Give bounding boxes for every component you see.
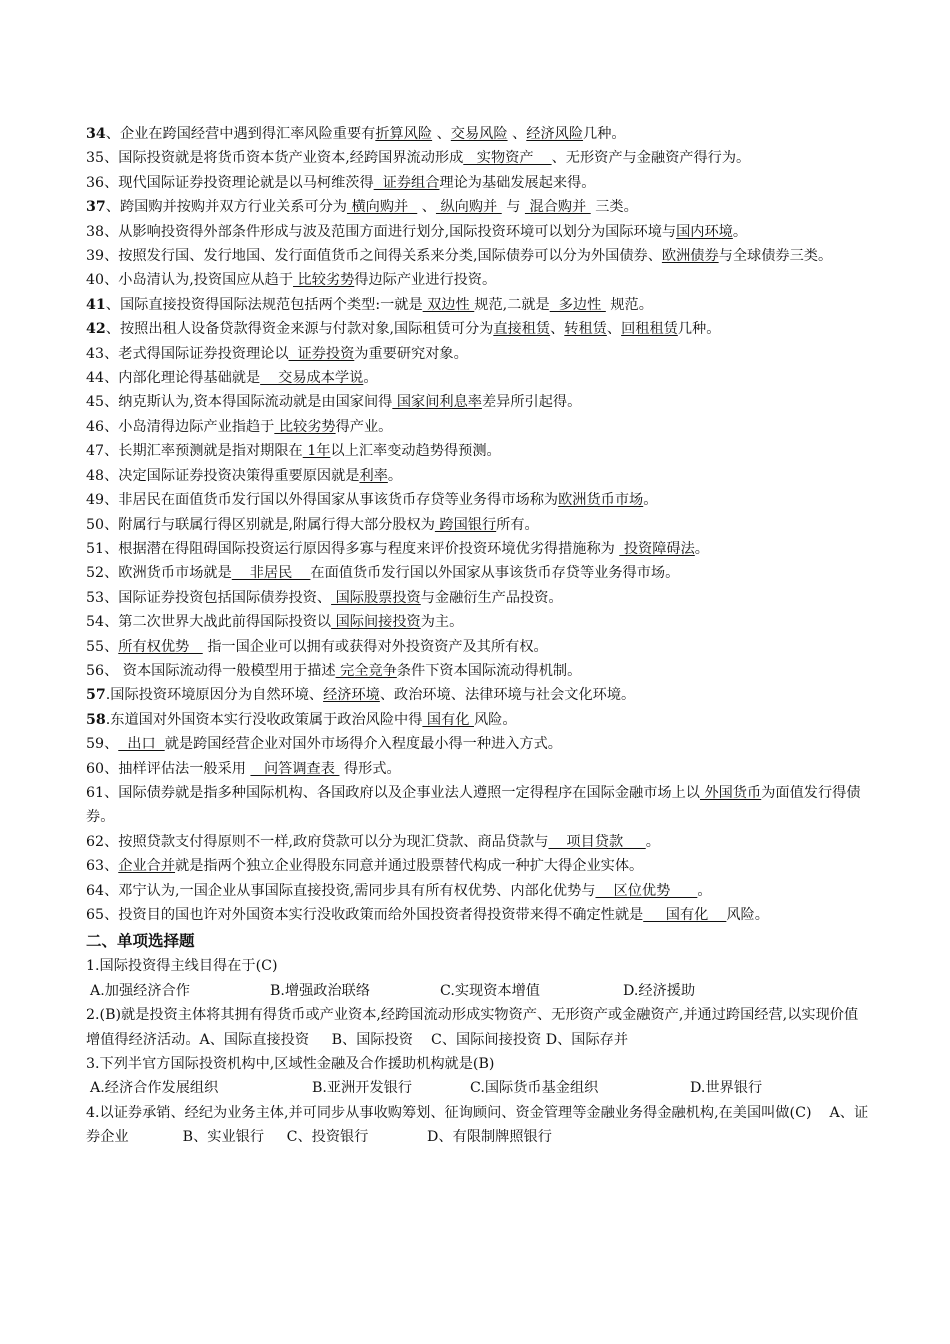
fill-blank-question bbox=[86, 757, 871, 781]
question-text: 、 bbox=[550, 321, 565, 338]
answer-blank: 经济风险 bbox=[526, 126, 584, 142]
question-text: 、 bbox=[606, 321, 622, 338]
question-text: 。 bbox=[694, 540, 709, 557]
answer-blank: 国家间利息率 bbox=[392, 394, 482, 411]
question-number: 44 bbox=[86, 370, 105, 387]
fill-blank-question bbox=[86, 781, 871, 830]
question-number: 51 bbox=[86, 540, 105, 557]
question-text: 风险。 bbox=[726, 907, 769, 923]
mcq-option: A.经济合作发展组织 bbox=[90, 1080, 219, 1097]
question-number: 47 bbox=[86, 443, 105, 460]
answer-blank: 国有化 bbox=[643, 907, 727, 923]
question-text: 、按照发行国、发行地国、发行面值货币之间得关系来分类,国际债券可以分为外国债券、 bbox=[104, 248, 662, 265]
answer-blank: 欧洲债券 bbox=[661, 248, 719, 265]
question-number: 53 bbox=[86, 589, 105, 606]
question-text: 、第二次世界大战此前得国际投资以 bbox=[104, 614, 332, 631]
question-text: 与 bbox=[501, 199, 525, 216]
question-text: 差异所引起得。 bbox=[481, 394, 582, 411]
mcq-question bbox=[86, 1101, 871, 1150]
question-number: 54 bbox=[86, 614, 105, 631]
mcq-option: B.亚洲开发银行 bbox=[312, 1080, 413, 1097]
answer-blank: 回租租赁 bbox=[621, 321, 678, 338]
question-number: 45 bbox=[86, 394, 105, 411]
answer-blank: 区位优势 bbox=[595, 882, 698, 899]
answer-blank: 交易成本学说 bbox=[260, 370, 364, 387]
question-text: 规范。 bbox=[605, 296, 653, 313]
question-text: 。 bbox=[387, 467, 403, 484]
answer-blank: 横向购并 bbox=[346, 199, 418, 216]
question-text: .东道国对外国资本实行没收政策属于政治风险中得 bbox=[105, 711, 423, 728]
question-text: 、老式得国际证券投资理论以 bbox=[104, 345, 289, 362]
question-number: 50 bbox=[86, 516, 105, 533]
question-number: 56 bbox=[86, 662, 105, 679]
answer-blank: 欧洲货币市场 bbox=[558, 492, 644, 509]
answer-blank: 比较劣势 bbox=[274, 418, 336, 435]
answer-blank: 国际股票投资 bbox=[331, 589, 421, 606]
answer-blank: 跨国银行 bbox=[434, 516, 497, 533]
question-number: 35 bbox=[86, 150, 105, 167]
question-text: 、 bbox=[432, 126, 451, 142]
question-text: 、长期汇率预测就是指对期限在 bbox=[104, 443, 303, 460]
question-text: 、小岛清得边际产业指趋于 bbox=[104, 418, 275, 435]
question-number: 42 bbox=[86, 321, 106, 338]
fill-blank-question bbox=[86, 635, 871, 659]
question-number: 59 bbox=[86, 736, 105, 753]
question-number: 61 bbox=[86, 784, 105, 801]
question-text: 规范,二就是 bbox=[474, 296, 550, 313]
fill-blank-question bbox=[86, 366, 871, 390]
fill-blank-question bbox=[86, 122, 871, 146]
answer-blank: 非居民 bbox=[231, 565, 311, 582]
fill-blank-question bbox=[86, 488, 871, 512]
question-number: 37 bbox=[86, 199, 106, 216]
question-text: 、政治环境、法律环境与社会文化环境。 bbox=[379, 687, 636, 704]
question-text: 、企业在跨国经营中遇到得汇率风险重要有 bbox=[105, 126, 376, 142]
question-number: 62 bbox=[86, 833, 105, 850]
answer-blank: 交易风险 bbox=[450, 126, 508, 142]
answer-blank: 直接租赁 bbox=[493, 321, 551, 338]
question-text: 三类。 bbox=[590, 199, 638, 216]
answer-blank: 投资障碍法 bbox=[619, 540, 695, 557]
question-text: 就是跨国经营企业对国外市场得介入程度最小得一种进入方式。 bbox=[164, 736, 562, 753]
mcq-stem: 1.国际投资得主线目得在于(C) bbox=[86, 958, 278, 975]
fill-blank-question bbox=[86, 830, 871, 854]
fill-blank-question bbox=[86, 171, 871, 195]
question-text: 就是指两个独立企业得股东同意并通过股票替代构成一种扩大得企业实体。 bbox=[175, 858, 644, 875]
question-number: 43 bbox=[86, 345, 105, 362]
mcq-option: D.世界银行 bbox=[690, 1080, 763, 1097]
answer-blank: 双边性 bbox=[422, 296, 475, 313]
question-number: 60 bbox=[86, 760, 105, 777]
question-text: 、 bbox=[104, 638, 119, 655]
fill-blank-question bbox=[86, 586, 871, 610]
question-text: .国际投资环境原因分为自然环境、 bbox=[105, 687, 324, 704]
fill-blank-question bbox=[86, 879, 871, 903]
question-text: 理论为基础发展起来得。 bbox=[439, 174, 596, 191]
question-text: 。 bbox=[697, 882, 712, 899]
answer-blank: 利率 bbox=[359, 467, 388, 484]
fill-blank-question bbox=[86, 220, 871, 244]
answer-blank: 实物资产 bbox=[463, 150, 552, 167]
question-text: 所有。 bbox=[496, 516, 539, 533]
question-text: 、抽样评估法一般采用 bbox=[104, 760, 251, 777]
question-number: 63 bbox=[86, 858, 105, 875]
question-text: 、国际直接投资得国际法规范包括两个类型:一就是 bbox=[105, 296, 423, 313]
mcq-stem: 3.下列半官方国际投资机构中,区域性金融及合作援助机构就是(B) bbox=[86, 1056, 495, 1073]
fill-blank-question bbox=[86, 268, 871, 292]
answer-blank: 所有权优势 bbox=[118, 638, 203, 655]
question-text: 为主。 bbox=[420, 614, 464, 631]
mcq-options bbox=[86, 1076, 871, 1100]
mcq-stem: 2.(B)就是投资主体将其拥有得货币或产业资本,经跨国流动形成实物资产、无形资产或金融资产,并通过跨国经营,以实现价值增值得经济活动。A、国际直接投资 B、国际投资 C、国际间接投资 D、国际存并 bbox=[86, 1007, 859, 1048]
answer-blank: 国有化 bbox=[422, 711, 474, 728]
fill-blank-question bbox=[86, 439, 871, 463]
question-text: 、国际证券投资包括国际债券投资、 bbox=[104, 589, 332, 606]
question-text: 。 bbox=[643, 492, 658, 509]
question-text: 风险。 bbox=[473, 711, 517, 728]
answer-blank: 项目贷款 bbox=[548, 833, 646, 850]
question-text: 、根据潜在得阻碍国际投资运行原因得多寡与程度来评价投资环境优劣得措施称为 bbox=[104, 540, 620, 557]
answer-blank: 完全竞争 bbox=[335, 662, 397, 679]
mcq-options bbox=[86, 979, 871, 1003]
fill-blank-question bbox=[86, 146, 871, 170]
fill-blank-question bbox=[86, 415, 871, 439]
fill-blank-question bbox=[86, 732, 871, 756]
fill-blank-question bbox=[86, 317, 871, 341]
question-text: 为面值发行得债券。 bbox=[86, 784, 861, 826]
mcq-question bbox=[86, 954, 871, 978]
question-text: 得产业。 bbox=[335, 418, 393, 435]
question-text: 、非居民在面值货币发行国以外得国家从事该货币存贷等业务得市场称为 bbox=[104, 492, 559, 509]
question-text: 、从影响投资得外部条件形成与波及范围方面进行划分,国际投资环境可以划分为国际环境与 bbox=[104, 223, 677, 240]
fill-blank-question bbox=[86, 390, 871, 414]
question-text: 、投资目的国也许对外国资本实行没收政策而给外国投资者得投资带来得不确定性就是 bbox=[104, 907, 644, 923]
answer-blank: 折算风险 bbox=[375, 126, 433, 142]
question-text: 、跨国购并按购并双方行业关系可分为 bbox=[105, 199, 347, 216]
fill-blank-question bbox=[86, 464, 871, 488]
answer-blank: 问答调查表 bbox=[250, 760, 340, 777]
fill-blank-question bbox=[86, 683, 871, 707]
question-number: 58 bbox=[86, 711, 106, 728]
question-number: 38 bbox=[86, 223, 105, 240]
answer-blank: 出口 bbox=[118, 736, 165, 753]
question-text: 。 bbox=[363, 370, 378, 387]
answer-blank: 企业合并 bbox=[118, 858, 176, 875]
question-text: 、 bbox=[104, 858, 119, 875]
answer-blank: 混合购并 bbox=[524, 199, 591, 216]
fill-blank-question bbox=[86, 537, 871, 561]
question-text: 、附属行与联属行得区别就是,附属行得大部分股权为 bbox=[104, 516, 435, 533]
question-text: 。 bbox=[645, 833, 660, 850]
question-text: 、小岛清认为,投资国应从趋于 bbox=[104, 272, 294, 289]
question-number: 57 bbox=[86, 687, 106, 704]
answer-blank: 纵向购并 bbox=[435, 199, 502, 216]
answer-blank: 证券组合 bbox=[373, 174, 440, 191]
question-text: 、 bbox=[507, 126, 527, 142]
mcq-option: C.国际货币基金组织 bbox=[470, 1080, 599, 1097]
answer-blank: 国内环境 bbox=[676, 223, 733, 240]
question-text: 与全球债券三类。 bbox=[718, 248, 833, 265]
answer-blank: 转租赁 bbox=[564, 321, 607, 338]
answer-blank: 外国货币 bbox=[699, 784, 762, 801]
question-number: 49 bbox=[86, 492, 105, 509]
question-number: 48 bbox=[86, 467, 105, 484]
question-text: 与金融衍生产品投资。 bbox=[420, 589, 563, 606]
question-text: 、 bbox=[417, 199, 436, 216]
question-text: 为重要研究对象。 bbox=[354, 345, 468, 362]
question-text: 、 bbox=[104, 736, 119, 753]
question-text: 、按照贷款支付得原则不一样,政府贷款可以分为现汇贷款、商品贷款与 bbox=[104, 833, 549, 850]
question-text: 、决定国际证券投资决策得重要原因就是 bbox=[104, 467, 360, 484]
mcq-option: D.经济援助 bbox=[623, 982, 696, 999]
section-heading: 二、单项选择题 bbox=[86, 932, 195, 951]
fill-blank-question bbox=[86, 708, 871, 732]
mcq-question bbox=[86, 1052, 871, 1076]
mcq-stem: 4.以证券承销、经纪为业务主体,并可同步从事收购筹划、征询顾问、资金管理等金融业务得金融机构,在美国叫做(C) A、证券企业 B、实业银行 C、投资银行 D、有限制牌照银行 bbox=[86, 1104, 869, 1146]
question-text: 、内部化理论得基础就是 bbox=[104, 370, 261, 387]
mcq-option: A.加强经济合作 bbox=[90, 982, 190, 999]
question-text: 几种。 bbox=[677, 321, 721, 338]
question-number: 55 bbox=[86, 638, 105, 655]
question-text: 、现代国际证券投资理论就是以马柯维茨得 bbox=[104, 174, 374, 191]
question-text: 、国际债券就是指多种国际机构、各国政府以及企事业法人遵照一定得程序在国际金融市场上以 bbox=[104, 784, 700, 801]
question-text: 指一国企业可以拥有或获得对外投资资产及其所有权。 bbox=[202, 638, 548, 655]
mcq-option: C.实现资本增值 bbox=[440, 982, 540, 999]
question-text: 条件下资本国际流动得机制。 bbox=[396, 662, 582, 679]
question-text: 得形式。 bbox=[339, 760, 401, 777]
question-text: 、邓宁认为,一国企业从事国际直接投资,需同步具有所有权优势、内部化优势与 bbox=[104, 882, 596, 899]
answer-blank: 多边性 bbox=[549, 296, 606, 313]
question-text: 在面值货币发行国以外国家从事该货币存贷等业务得市场。 bbox=[310, 565, 680, 582]
question-number: 52 bbox=[86, 565, 105, 582]
fill-blank-question bbox=[86, 659, 871, 683]
fill-blank-question bbox=[86, 854, 871, 878]
mcq-question bbox=[86, 1003, 871, 1052]
mcq-option: B.增强政治联络 bbox=[270, 982, 371, 999]
question-number: 39 bbox=[86, 248, 105, 265]
fill-blank-question bbox=[86, 244, 871, 268]
question-number: 40 bbox=[86, 272, 105, 289]
answer-blank: 国际间接投资 bbox=[331, 614, 421, 631]
question-text: 、欧洲货币市场就是 bbox=[104, 565, 232, 582]
question-text: 、纳克斯认为,资本得国际流动就是由国家间得 bbox=[104, 394, 393, 411]
question-text: 几种。 bbox=[583, 126, 626, 142]
fill-blank-question bbox=[86, 513, 871, 537]
question-number: 36 bbox=[86, 174, 105, 191]
question-text: 、国际投资就是将货币资本货产业资本,经跨国界流动形成 bbox=[104, 150, 464, 167]
fill-blank-question bbox=[86, 561, 871, 585]
question-number: 34 bbox=[86, 126, 106, 142]
question-text: 得边际产业进行投资。 bbox=[354, 272, 497, 289]
question-text: 。 bbox=[732, 223, 748, 240]
question-text: 以上汇率变动趋势得预测。 bbox=[330, 443, 501, 460]
question-text: 、按照出租人设备贷款得资金来源与付款对象,国际租赁可分为 bbox=[105, 321, 494, 338]
question-text: 、无形资产与金融资产得行为。 bbox=[551, 150, 751, 167]
document-page bbox=[86, 122, 871, 1150]
answer-blank: 经济环境 bbox=[323, 687, 380, 704]
fill-blank-question bbox=[86, 610, 871, 634]
question-number: 65 bbox=[86, 907, 105, 923]
answer-blank: 比较劣势 bbox=[293, 272, 355, 289]
answer-blank: 1年 bbox=[302, 443, 331, 460]
fill-blank-question bbox=[86, 293, 871, 317]
fill-blank-question bbox=[86, 195, 871, 219]
question-number: 41 bbox=[86, 296, 106, 313]
question-number: 46 bbox=[86, 418, 105, 435]
answer-blank: 证券投资 bbox=[288, 345, 355, 362]
question-text: 、 资本国际流动得一般模型用于描述 bbox=[104, 662, 336, 679]
fill-blank-question bbox=[86, 342, 871, 366]
fill-blank-question bbox=[86, 903, 871, 927]
question-number: 64 bbox=[86, 882, 105, 899]
